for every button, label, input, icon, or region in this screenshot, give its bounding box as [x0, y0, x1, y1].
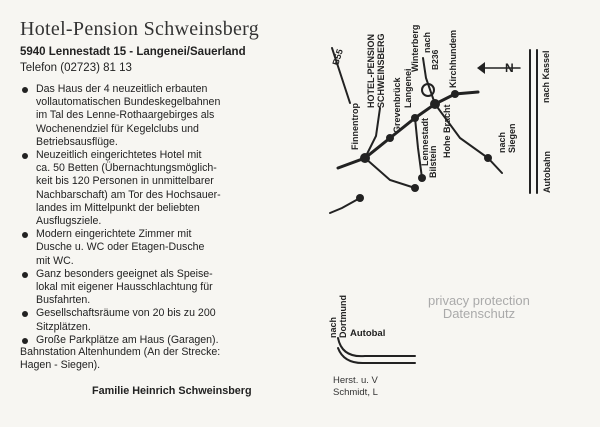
bullet-icon — [22, 311, 28, 317]
list-item — [20, 228, 270, 268]
map-label-siegen: Siegen — [507, 123, 517, 153]
town-dot — [386, 134, 394, 142]
publisher-credit: Herst. u. V Schmidt, L — [333, 375, 378, 398]
town-dot — [430, 99, 440, 109]
town-dot — [411, 114, 419, 122]
north-arrow-head — [477, 62, 485, 74]
list-item — [20, 83, 270, 149]
list-item — [20, 307, 270, 333]
list-item-text: Gesellschaftsräume von 20 bis zu 200 Sitzplätzen. — [36, 307, 216, 333]
bullet-icon — [22, 87, 28, 93]
map-label-north: N — [505, 61, 514, 75]
list-item — [20, 149, 270, 228]
list-item-text: Neuzeitlich eingerichtetes Hotel mit ca. 50 Betten (Übernachtungsmöglich- keit bis 120 Personen in unmittelbarer Nachbarschaft) am Tor des Hochsauer- landes im Mittelpunkt der beliebten Ausflugsziele. — [36, 149, 221, 228]
map-label-kirchhundem: Kirchhundem — [448, 29, 458, 88]
map-label-bilstein: Bilstein — [428, 145, 438, 178]
privacy-line-2: Datenschutz — [442, 306, 516, 321]
road-south — [365, 158, 415, 188]
bullet-icon — [22, 338, 28, 344]
map-label-dortmund: nach — [328, 316, 338, 338]
family-signature: Familie Heinrich Schweinsberg — [92, 385, 252, 397]
town-dot — [484, 154, 492, 162]
privacy-watermark — [428, 294, 530, 320]
map-label-b55: B55 — [330, 47, 346, 67]
list-item-text: Große Parkplätze am Haus (Garagen). — [36, 333, 219, 346]
train-station-note: Bahnstation Altenhundem (An der Strecke: Hagen - Siegen). — [20, 346, 221, 372]
map-label-kassel: nach Kassel — [541, 50, 551, 103]
privacy-line-1: privacy protection — [428, 293, 530, 308]
hotel-address: 5940 Lennestadt 15 - Langenei/Sauerland — [20, 46, 246, 58]
map-label-hotel: HOTEL-PENSION — [366, 33, 376, 108]
map-label-grevenbrueck: Grevenbrück — [392, 77, 402, 133]
bullet-icon — [22, 153, 28, 159]
feature-list — [20, 83, 270, 347]
hotel-phone: Telefon (02723) 81 13 — [20, 62, 132, 74]
map-label-finnentrop: Finnentrop — [350, 103, 360, 150]
list-item — [20, 268, 270, 308]
map-label-winterberg: Winterberg — [410, 24, 420, 72]
map-label-lennestadt: Lennestadt — [420, 117, 430, 166]
hotel-title: Hotel-Pension Schweinsberg — [20, 18, 260, 40]
town-dot — [411, 184, 419, 192]
map-label-autobahn-bottom: Autobal — [350, 328, 386, 339]
autobahn-bottom-road — [338, 338, 415, 356]
map-label-langenei: Langenei — [403, 68, 413, 108]
list-item-text: Ganz besonders geeignet als Speise- lokal mit eigener Hausschlachtung für Busfahrten. — [36, 267, 213, 307]
bullet-icon — [22, 272, 28, 278]
map-label-hohe-bracht: Hohe Bracht — [442, 104, 452, 158]
list-item-text: Modern eingerichtete Zimmer mit Dusche u. WC oder Etagen-Dusche mit WC. — [36, 228, 205, 267]
map-label-hotel: SCHWEINSBERG — [376, 33, 386, 108]
road-sw — [330, 198, 360, 213]
map-label-autobahn: Autobahn — [542, 151, 552, 193]
map-label-b236: B236 — [430, 49, 440, 70]
town-dot — [451, 90, 459, 98]
map-label-nach: nach — [422, 31, 432, 53]
town-dot — [356, 194, 364, 202]
town-dot — [360, 153, 370, 163]
map-label-dortmund: Dortmund — [338, 295, 348, 338]
bullet-icon — [22, 232, 28, 238]
list-item-text: Das Haus der 4 neuzeitlich erbauten vollautomatischen Bundeskegelbahnen im Tal des Lenne-Rothaargebirges als Wochenendziel für Kegelclubs und Betriebsausflüge. — [36, 83, 221, 148]
route-map — [320, 8, 590, 413]
town-dot — [418, 174, 426, 182]
map-label-siegen: nach — [497, 131, 507, 153]
